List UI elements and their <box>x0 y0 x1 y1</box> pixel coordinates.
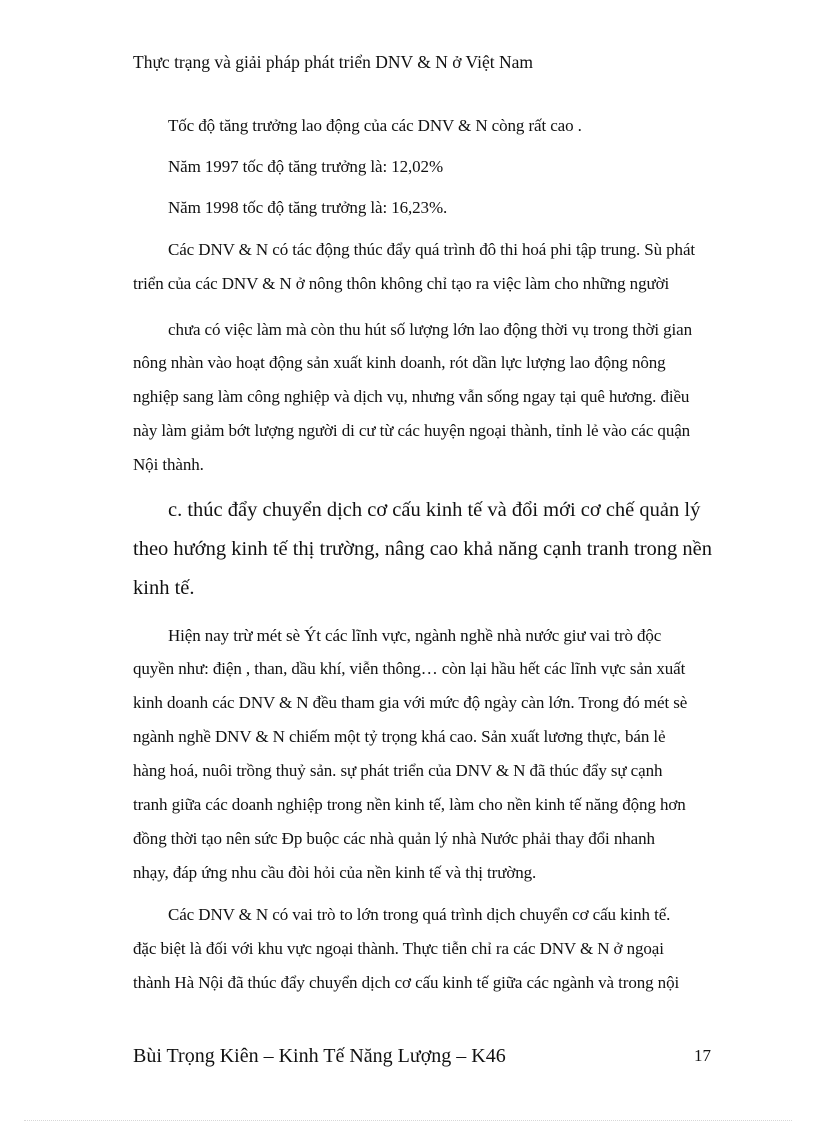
text-line: Nội thành. <box>133 455 204 474</box>
text-line: Năm 1998 tốc độ tăng trưởng là: 16,23%. <box>168 198 448 217</box>
running-header: Thực trạng và giải pháp phát triển DNV & N ở Việt Nam <box>133 52 534 72</box>
footer-author: Bùi Trọng Kiên – Kinh Tế Năng Lượng – K46 <box>133 1045 506 1067</box>
page-edge-divider <box>24 1120 792 1121</box>
section-heading-line: kinh tế. <box>133 577 195 599</box>
text-line: kinh doanh các DNV & N đều tham gia với mức độ ngày càn lớn. Trong đó mét sè <box>133 693 688 712</box>
text-line: Tốc độ tăng trưởng lao động của các DNV & N còng rất cao . <box>168 116 582 135</box>
text-line: này làm giảm bớt lượng người di cư từ các huyện ngoại thành, tỉnh lẻ vào các quận <box>133 421 691 440</box>
text-line: đặc biệt là đối với khu vực ngoại thành. Thực tiễn chỉ ra các DNV & N ở ngoại <box>133 939 664 958</box>
section-heading-line: theo hướng kinh tế thị trường, nâng cao khả năng cạnh tranh trong nền <box>133 538 713 560</box>
text-line: tranh giữa các doanh nghiệp trong nền kinh tế, làm cho nền kinh tế năng động hơn <box>133 795 686 814</box>
text-line: nông nhàn vào hoạt động sản xuất kinh doanh, rót dần lực lượng lao động nông <box>133 353 666 372</box>
text-line: thành Hà Nội đã thúc đẩy chuyển dịch cơ cấu kinh tế giữa các ngành và trong nội <box>133 973 680 992</box>
text-line: quyền như: điện , than, dầu khí, viễn thông… còn lại hầu hết các lĩnh vực sản xuất <box>133 659 686 678</box>
page-number: 17 <box>694 1046 711 1065</box>
text-line: Các DNV & N có tác động thúc đẩy quá trình đô thi hoá phi tập trung. Sù phát <box>168 240 696 259</box>
text-line: ngành nghề DNV & N chiếm một tỷ trọng khá cao. Sản xuất lương thực, bán lẻ <box>133 727 666 746</box>
text-line: nhạy, đáp ứng nhu cầu đòi hỏi của nền kinh tế và thị trường. <box>133 863 537 882</box>
text-line: chưa có việc làm mà còn thu hút số lượng lớn lao động thời vụ trong thời gian <box>168 320 693 339</box>
text-line: Các DNV & N có vai trò to lớn trong quá trình dịch chuyển cơ cấu kinh tế. <box>168 905 671 924</box>
section-heading-line: c. thúc đẩy chuyển dịch cơ cấu kinh tế và đổi mới cơ chế quản lý <box>168 499 701 521</box>
text-line: đồng thời tạo nên sức Ðp buộc các nhà quản lý nhà Nước phải thay đổi nhanh <box>133 829 655 848</box>
text-line: nghiệp sang làm công nghiệp và dịch vụ, nhưng vẫn sống ngay tại quê hương. điều <box>133 387 690 406</box>
text-line: hàng hoá, nuôi trồng thuỷ sản. sự phát triển của DNV & N đã thúc đẩy sự cạnh <box>133 761 663 780</box>
text-line: triển của các DNV & N ở nông thôn không chỉ tạo ra việc làm cho những người <box>133 274 670 293</box>
text-line: Hiện nay trừ mét sè Ýt các lĩnh vực, ngành nghề nhà nước giư vai trò độc <box>168 626 662 645</box>
text-line: Năm 1997 tốc độ tăng trưởng là: 12,02% <box>168 157 444 176</box>
